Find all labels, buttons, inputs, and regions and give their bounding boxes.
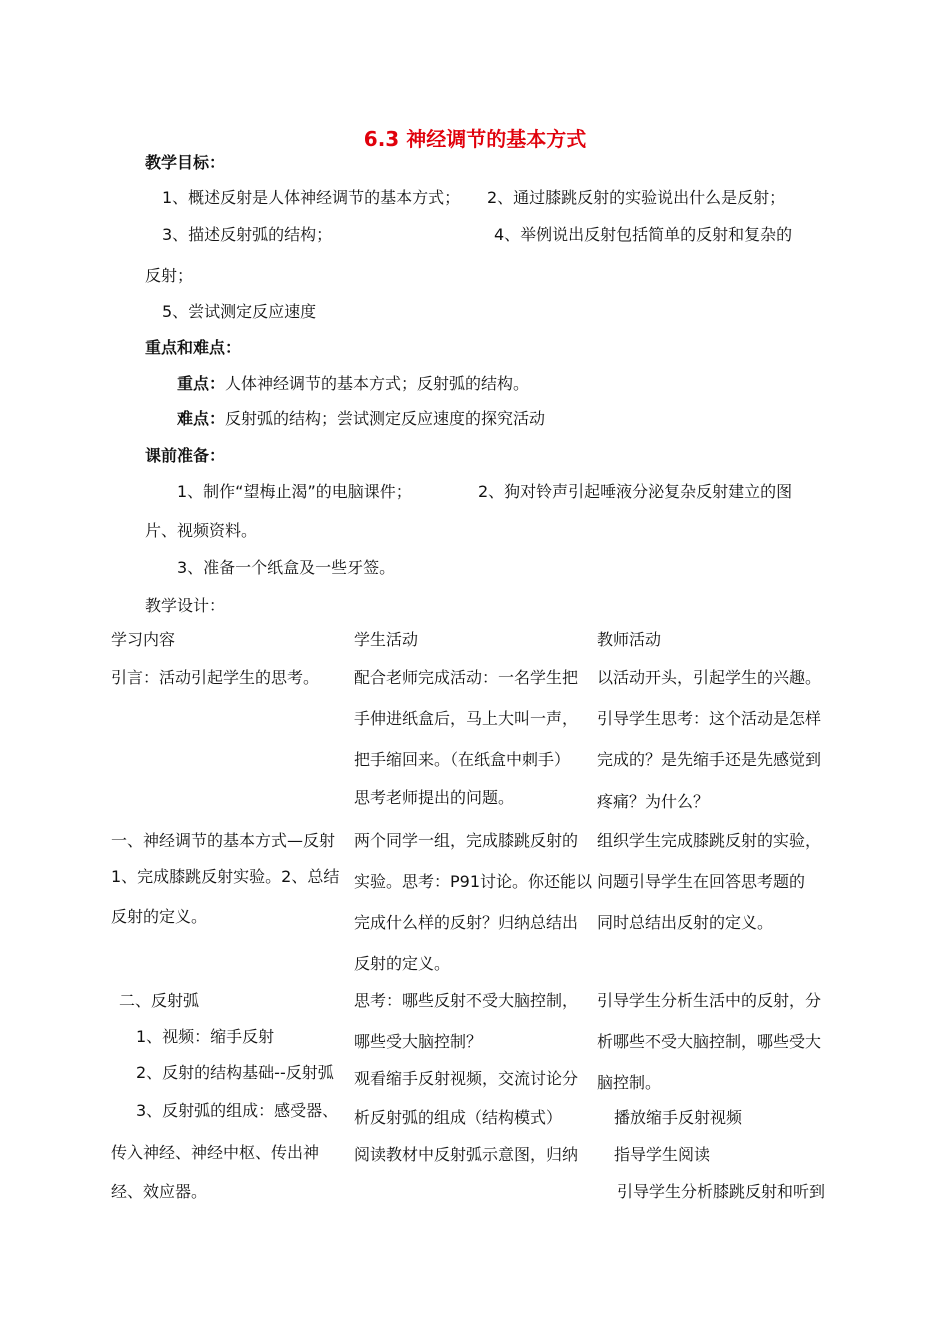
section2-teacher-line: 脑控制。 bbox=[597, 1073, 662, 1092]
section2-student-line: 哪些受大脑控制？ bbox=[354, 1032, 483, 1051]
intro-student-line: 手伸进纸盒后，马上大叫一声， bbox=[354, 709, 579, 728]
section1-student-line: 实验。思考：P91讨论。你还能以 bbox=[354, 872, 593, 891]
column-header-content: 学习内容 bbox=[111, 630, 176, 649]
objective-item: 1、概述反射是人体神经调节的基本方式； bbox=[162, 188, 461, 207]
preparation-heading: 课前准备： bbox=[145, 446, 226, 465]
section2-content-line: 3、反射弧的组成：感受器、 bbox=[136, 1101, 339, 1120]
intro-teacher-line: 以活动开头，引起学生的兴趣。 bbox=[597, 668, 822, 687]
section2-teacher-line: 析哪些不受大脑控制，哪些受大 bbox=[597, 1032, 822, 1051]
hard-text: 反射弧的结构；尝试测定反应速度的探究活动 bbox=[225, 409, 546, 428]
objective-item: 5、尝试测定反应速度 bbox=[162, 302, 317, 321]
design-heading: 教学设计： bbox=[145, 596, 226, 615]
key-text: 人体神经调节的基本方式；反射弧的结构。 bbox=[225, 374, 530, 393]
section1-student-line: 反射的定义。 bbox=[354, 954, 451, 973]
section1-student-line: 两个同学一组，完成膝跳反射的 bbox=[354, 831, 579, 850]
intro-teacher-line: 疼痛？为什么？ bbox=[597, 792, 710, 811]
section2-teacher-line: 引导学生分析生活中的反射，分 bbox=[597, 991, 822, 1010]
section1-teacher-line: 组织学生完成膝跳反射的实验， bbox=[597, 831, 822, 850]
objective-item-continued: 反射； bbox=[145, 266, 194, 285]
hard-label: 难点： bbox=[177, 409, 226, 428]
section2-teacher-line: 引导学生分析膝跳反射和听到 bbox=[617, 1182, 826, 1201]
preparation-item: 2、狗对铃声引起唾液分泌复杂反射建立的图 bbox=[478, 482, 793, 501]
objective-item: 4、举例说出反射包括简单的反射和复杂的 bbox=[494, 225, 793, 244]
column-header-teacher: 教师活动 bbox=[597, 630, 662, 649]
key-points-heading: 重点和难点： bbox=[145, 338, 242, 357]
section2-content-line: 2、反射的结构基础--反射弧 bbox=[136, 1063, 334, 1082]
intro-student-line: 思考老师提出的问题。 bbox=[354, 788, 515, 807]
section1-content-line: 反射的定义。 bbox=[111, 907, 208, 926]
section1-content-line: 1、完成膝跳反射实验。2、总结 bbox=[111, 867, 340, 886]
preparation-item: 3、准备一个纸盒及一些牙签。 bbox=[177, 558, 396, 577]
preparation-item-continued: 片、视频资料。 bbox=[145, 521, 258, 540]
objectives-heading: 教学目标： bbox=[145, 153, 226, 172]
preparation-item: 1、制作“望梅止渴”的电脑课件； bbox=[177, 482, 412, 501]
objective-item: 2、通过膝跳反射的实验说出什么是反射； bbox=[487, 188, 786, 207]
intro-content: 引言：活动引起学生的思考。 bbox=[111, 668, 320, 687]
intro-student-line: 配合老师完成活动：一名学生把 bbox=[354, 668, 579, 687]
section2-student-line: 阅读教材中反射弧示意图，归纳 bbox=[354, 1145, 579, 1164]
section2-student-line: 观看缩手反射视频，交流讨论分 bbox=[354, 1069, 579, 1088]
hard-point-line bbox=[177, 408, 545, 430]
section2-content-line: 传入神经、神经中枢、传出神 bbox=[111, 1143, 320, 1162]
intro-teacher-line: 完成的？是先缩手还是先感觉到 bbox=[597, 750, 822, 769]
intro-student-line: 把手缩回来。（在纸盒中刺手） bbox=[354, 750, 571, 769]
section2-teacher-line: 播放缩手反射视频 bbox=[614, 1108, 743, 1127]
section1-teacher-line: 同时总结出反射的定义。 bbox=[597, 913, 774, 932]
intro-teacher-line: 引导学生思考：这个活动是怎样 bbox=[597, 709, 822, 728]
section2-teacher-line: 指导学生阅读 bbox=[614, 1145, 711, 1164]
section2-student-line: 析反射弧的组成（结构模式） bbox=[354, 1108, 563, 1127]
column-header-student: 学生活动 bbox=[354, 630, 419, 649]
key-point-line bbox=[177, 373, 529, 395]
section2-content-line: 经、效应器。 bbox=[111, 1182, 208, 1201]
section1-student-line: 完成什么样的反射？归纳总结出 bbox=[354, 913, 579, 932]
document-title: 6.3 神经调节的基本方式 bbox=[363, 127, 587, 151]
section2-student-line: 思考：哪些反射不受大脑控制， bbox=[354, 991, 579, 1010]
section2-content-line: 1、视频：缩手反射 bbox=[136, 1027, 275, 1046]
objective-item: 3、描述反射弧的结构； bbox=[162, 225, 333, 244]
section2-content-line: 二、反射弧 bbox=[119, 991, 200, 1010]
section1-teacher-line: 问题引导学生在回答思考题的 bbox=[597, 872, 806, 891]
key-label: 重点： bbox=[177, 374, 226, 393]
section1-content-line: 一、神经调节的基本方式—反射 bbox=[111, 831, 336, 850]
